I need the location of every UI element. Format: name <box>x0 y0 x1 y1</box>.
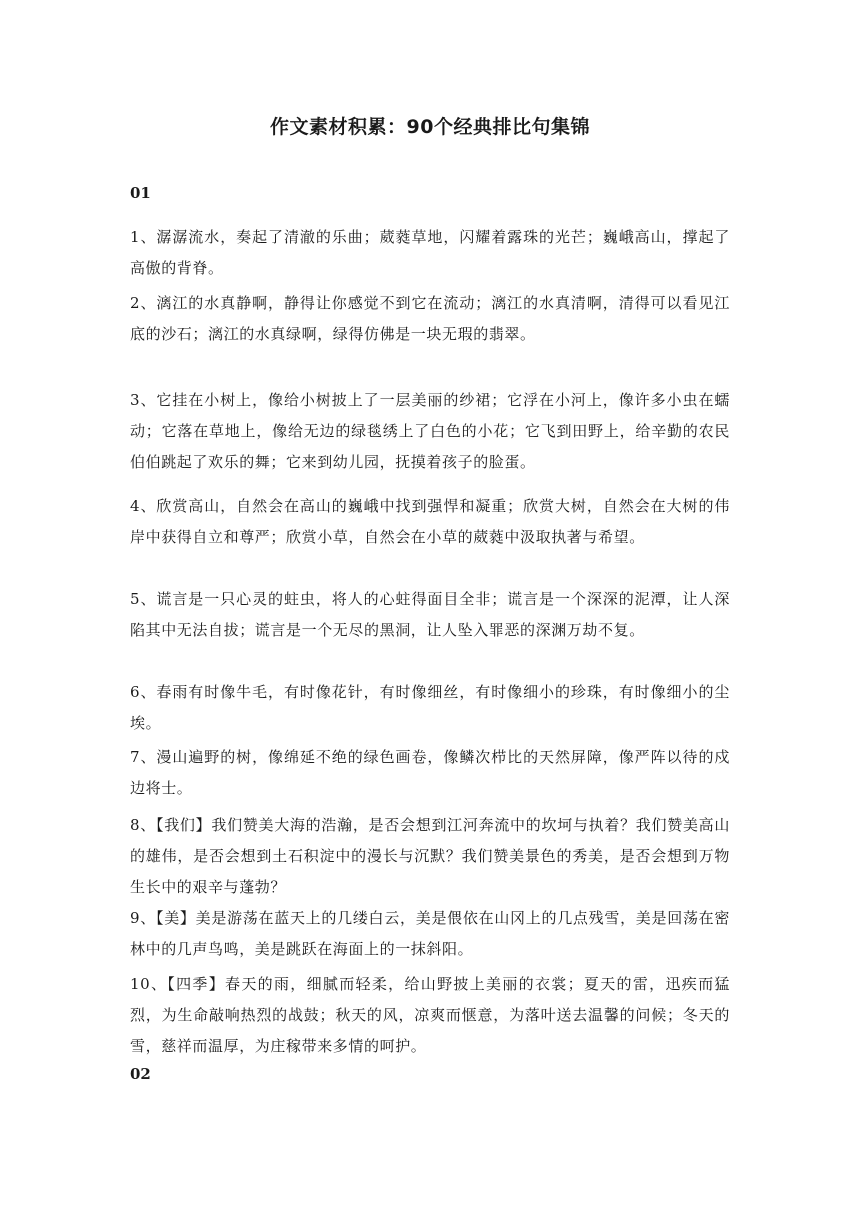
paragraph-8: 8、【我们】我们赞美大海的浩瀚，是否会想到江河奔流中的坎坷与执着？我们赞美高山的雄伟，是否会想到土石积淀中的漫长与沉默？我们赞美景色的秀美，是否会想到万物生长中的艰辛与蓬勃？ <box>130 816 730 896</box>
paragraph-5: 5、谎言是一只心灵的蛀虫，将人的心蛀得面目全非；谎言是一个深深的泥潭，让人深陷其中无法自拔；谎言是一个无尽的黑洞，让人坠入罪恶的深渊万劫不复。 <box>130 590 730 639</box>
document-title: 作文素材积累：90个经典排比句集锦 <box>270 116 590 138</box>
paragraph-3: 3、它挂在小树上，像给小树披上了一层美丽的纱裙；它浮在小河上，像许多小虫在蠕动；它落在草地上，像给无边的绿毯绣上了白色的小花；它飞到田野上，给辛勤的农民伯伯跳起了欢乐的舞；它来到幼儿园，抚摸着孩子的脸蛋。 <box>130 391 730 471</box>
section-heading-01: 01 <box>130 184 151 202</box>
paragraph-4: 4、欣赏高山，自然会在高山的巍峨中找到强悍和凝重；欣赏大树，自然会在大树的伟岸中获得自立和尊严；欣赏小草，自然会在小草的葳蕤中汲取执著与希望。 <box>130 497 730 546</box>
paragraph-1: 1、潺潺流水，奏起了清澈的乐曲；葳蕤草地，闪耀着露珠的光芒；巍峨高山，撑起了高傲的背脊。 <box>130 228 730 277</box>
paragraph-10: 10、【四季】春天的雨，细腻而轻柔，给山野披上美丽的衣裳；夏天的雷，迅疾而猛烈，为生命敲响热烈的战鼓；秋天的风，凉爽而惬意，为落叶送去温馨的问候；冬天的雪，慈祥而温厚，为庄稼带来多情的呵护。 <box>130 975 730 1055</box>
paragraph-2: 2、漓江的水真静啊，静得让你感觉不到它在流动；漓江的水真清啊，清得可以看见江底的沙石；漓江的水真绿啊，绿得仿佛是一块无瑕的翡翠。 <box>130 294 730 343</box>
paragraph-6: 6、春雨有时像牛毛，有时像花针，有时像细丝，有时像细小的珍珠，有时像细小的尘埃。 <box>130 683 730 732</box>
section-heading-02: 02 <box>130 1065 151 1083</box>
paragraph-9: 9、【美】美是游荡在蓝天上的几缕白云，美是偎依在山冈上的几点残雪，美是回荡在密林中的几声鸟鸣，美是跳跃在海面上的一抹斜阳。 <box>130 909 730 958</box>
paragraph-7: 7、漫山遍野的树，像绵延不绝的绿色画卷，像鳞次栉比的天然屏障，像严阵以待的戍边将士。 <box>130 748 730 797</box>
